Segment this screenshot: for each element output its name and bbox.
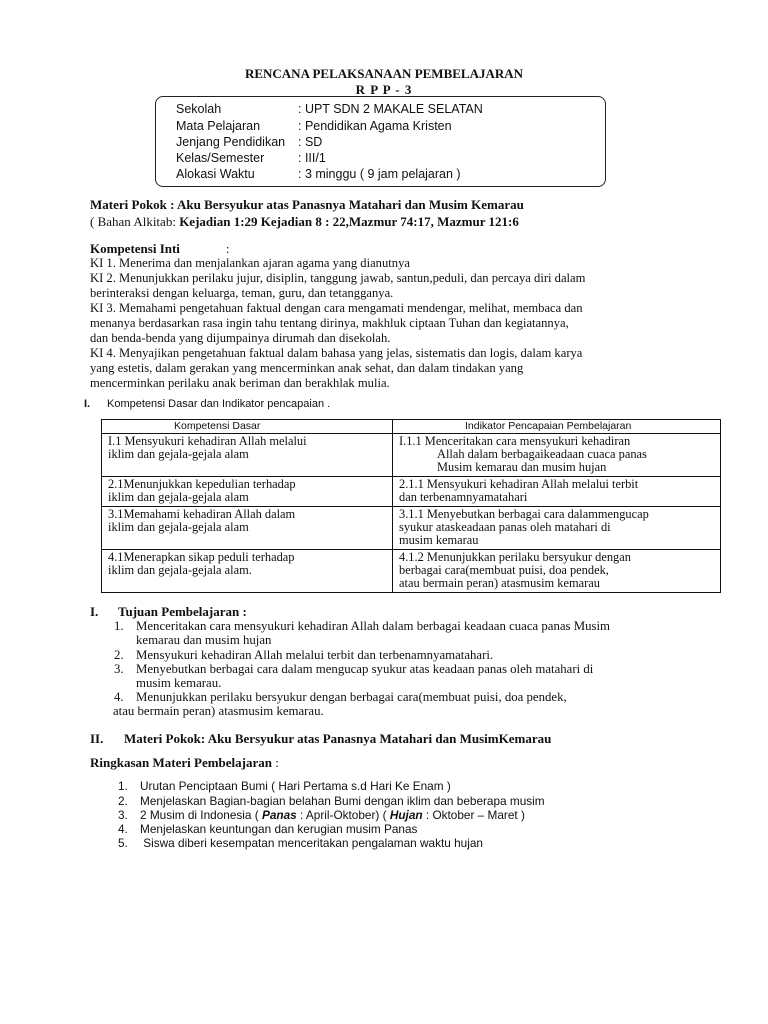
identity-row-class: Kelas/Semester : III/1 [176, 151, 326, 165]
indicator-cell: I.1.1 Menceritakan cara mensyukuri kehadiran Allah dalam berbagaikeadaan cuaca panas Musim kemarau dan musim hujan [393, 434, 721, 477]
list-item-continuation: musim kemarau. [136, 676, 222, 690]
identity-row-level: Jenjang Pendidikan : SD [176, 135, 323, 149]
list-item: 4. Menunjukkan perilaku bersyukur dengan berbagai cara(membuat puisi, doa pendek, [114, 690, 567, 704]
identity-row-school: Sekolah : UPT SDN 2 MAKALE SELATAN [176, 102, 483, 116]
list-item: 5. Siswa diberi kesempatan menceritakan pengalaman waktu hujan [118, 836, 483, 850]
indicator-cell: 4.1.2 Menunjukkan perilaku bersyukur dengan berbagai cara(membuat puisi, doa pendek, atau bermain peran) atasmusim kemarau [393, 550, 721, 593]
table-row [102, 477, 721, 507]
list-item-continuation: kemarau dan musim hujan [136, 633, 272, 647]
kd-indicator-table [101, 419, 721, 593]
materi-pokok: Materi Pokok : Aku Bersyukur atas Panasnya Matahari dan Musim Kemarau [90, 197, 524, 212]
ki-line: mencerminkan perilaku anak beriman dan berakhlak mulia. [90, 376, 390, 390]
list-item: 2. Mensyukuri kehadiran Allah melalui terbit dan terbenamnyamatahari. [114, 648, 494, 662]
ringkasan-heading: Ringkasan Materi Pembelajaran : [90, 755, 279, 770]
ki-line: menanya berdasarkan rasa ingin tahu tentang dirinya, makhluk ciptaan Tuhan dan kegiatannya, [90, 316, 569, 330]
table-row [102, 434, 721, 477]
ki-line: KI 2. Menunjukkan perilaku jujur, disiplin, tanggung jawab, santun,peduli, dan percaya diri dalam [90, 271, 586, 285]
section-materi-heading: II. Materi Pokok: Aku Bersyukur atas Panasnya Matahari dan MusimKemarau [90, 731, 552, 746]
list-item: 4. Menjelaskan keuntungan dan kerugian musim Panas [118, 822, 418, 836]
kd-cell: 3.1Memahami kehadiran Allah dalam iklim dan gejala-gejala alam [102, 507, 393, 550]
kd-cell: 2.1Menunjukkan kepedulian terhadap iklim dan gejala-gejala alam [102, 477, 393, 507]
table-header-row [102, 420, 721, 434]
bahan-alkitab: ( Bahan Alkitab: Kejadian 1:29 Kejadian 8 : 22,Mazmur 74:17, Mazmur 121:6 [90, 214, 519, 229]
table-row [102, 550, 721, 593]
document-title: RENCANA PELAKSANAAN PEMBELAJARAN [244, 66, 524, 81]
list-item: 2. Menjelaskan Bagian-bagian belahan Bumi dengan iklim dan beberapa musim [118, 794, 545, 808]
column-header-indikator: Indikator Pencapaian Pembelajaran [393, 420, 721, 434]
indicator-cell: 3.1.1 Menyebutkan berbagai cara dalammengucap syukur ataskeadaan panas oleh matahari di musim kemarau [393, 507, 721, 550]
ki-line: KI 3. Memahami pengetahuan faktual dengan cara mengamati mendengar, melihat, membaca dan [90, 301, 583, 315]
list-item-tail: atau bermain peran) atasmusim kemarau. [113, 704, 324, 718]
identity-row-subject: Mata Pelajaran : Pendidikan Agama Kristen [176, 119, 452, 133]
ki-line: berinteraksi dengan keluarga, teman, guru, dan tetangganya. [90, 286, 394, 300]
table-row [102, 507, 721, 550]
document-subtitle: R P P - 3 [355, 82, 413, 97]
kd-cell: 4.1Menerapkan sikap peduli terhadap iklim dan gejala-gejala alam. [102, 550, 393, 593]
ki-line: dan benda-benda yang dijumpainya dirumah dan disekolah. [90, 331, 391, 345]
ki-line: KI 4. Menyajikan pengetahuan faktual dalam bahasa yang jelas, sistematis dan logis, dalam karya [90, 346, 583, 360]
list-item: 3. Menyebutkan berbagai cara dalam mengucap syukur atas keadaan panas oleh matahari di [114, 662, 594, 676]
list-item: 1. Urutan Penciptaan Bumi ( Hari Pertama s.d Hari Ke Enam ) [118, 779, 451, 793]
kompetensi-inti-heading: Kompetensi Inti : [90, 241, 230, 256]
identity-row-time: Alokasi Waktu : 3 minggu ( 9 jam pelajaran ) [176, 167, 461, 181]
indicator-cell: 2.1.1 Mensyukuri kehadiran Allah melalui terbit dan terbenamnyamatahari [393, 477, 721, 507]
ki-line: yang estetis, dalam gerakan yang mencerminkan anak sehat, dan dalam tindakan yang [90, 361, 524, 375]
list-item: 1. Menceritakan cara mensyukuri kehadiran Allah dalam berbagai keadaan cuaca panas Musim [114, 619, 610, 633]
kd-cell: I.1 Mensyukuri kehadiran Allah melalui iklim dan gejala-gejala alam [102, 434, 393, 477]
ki-line: KI 1. Menerima dan menjalankan ajaran agama yang dianutnya [90, 256, 410, 270]
identity-box [155, 96, 606, 187]
section-kd-heading: I. Kompetensi Dasar dan Indikator pencapaian . [84, 398, 331, 410]
list-item: 3. 2 Musim di Indonesia ( Panas : April-Oktober) ( Hujan : Oktober – Maret ) [118, 808, 525, 822]
column-header-kd: Kompetensi Dasar [102, 420, 393, 434]
tujuan-heading: I. Tujuan Pembelajaran : [90, 604, 247, 619]
